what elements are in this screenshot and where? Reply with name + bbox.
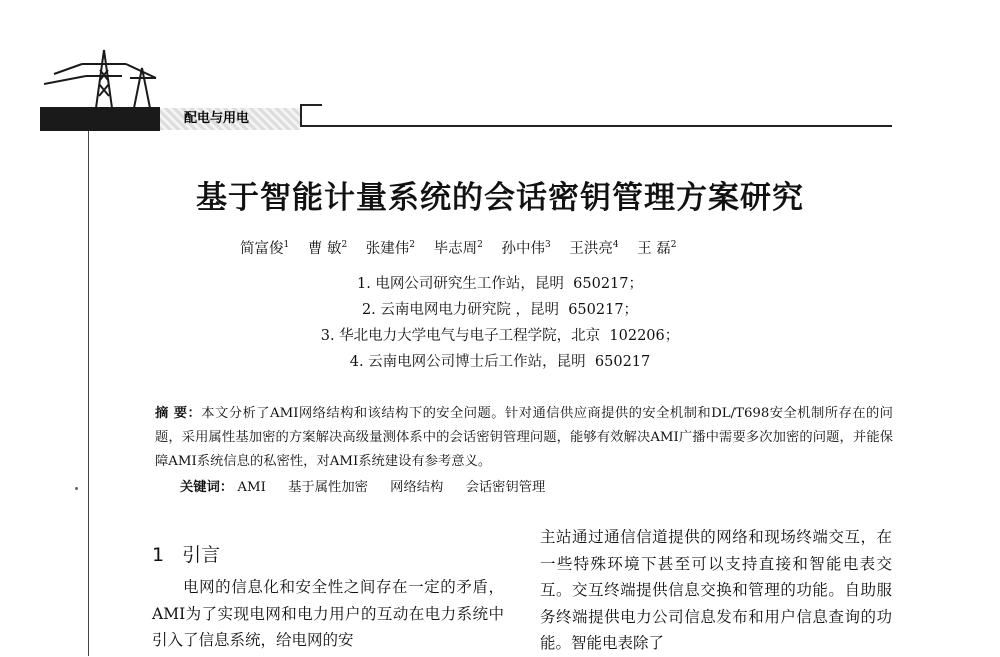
- affiliation: 2. 云南电网电力研究院 ，昆明 650217；: [361, 302, 639, 318]
- author: 孙中伟$^3$: [501, 240, 551, 257]
- keywords: [180, 476, 563, 495]
- margin-dot: [75, 487, 78, 490]
- affiliation: 1. 电网公司研究生工作站，昆明 650217；: [356, 276, 643, 292]
- keyword: 基于属性加密: [288, 480, 368, 495]
- abstract: [155, 402, 893, 474]
- author: 张建伟$^2$: [365, 240, 416, 257]
- section-heading: [152, 540, 220, 567]
- paragraph: 电网的信息化和安全性之间存在一定的矛盾，AMI为了实现电网和电力用户的互动在电力系统中引入了信息系统，给电网的安: [152, 578, 504, 649]
- author: 王洪亮$^4$: [569, 240, 619, 257]
- body-column-left: [152, 574, 504, 654]
- section-label: 配电与用电: [160, 108, 300, 130]
- section-title: 引言: [182, 544, 221, 566]
- paper-title: 基于智能计量系统的会话密钥管理方案研究: [196, 180, 804, 216]
- affiliation: 4. 云南电网公司博士后工作站，昆明 650217: [349, 354, 651, 370]
- author-list: [240, 237, 691, 258]
- author: 王 磊$^2$: [637, 240, 677, 257]
- keyword: AMI: [237, 480, 266, 495]
- header-tab-edge: [300, 104, 322, 125]
- paragraph: 主站通过通信信道提供的网络和现场终端交互，在一些特殊环境下甚至可以支持直接和智能电表交互。交互终端提供信息交换和管理的功能。自助服务终端提供电力公司信息发布和用户信息查询的功能。智能电表除了: [540, 528, 892, 652]
- keyword: 网络结构: [390, 480, 444, 495]
- power-tower-icon: [44, 44, 164, 108]
- keywords-label: 关键词：: [180, 480, 234, 495]
- abstract-text: 本文分析了AMI网络结构和该结构下的安全问题。针对通信供应商提供的安全机制和DL/T698安全机制所存在的问题，采用属性基加密的方案解决高级量测体系中的会话密钥管理问题，能够有效解决AMI广播中需要多次加密的问题，并能保障AMI系统信息的私密性，对AMI系统建设有参考意义。: [155, 406, 893, 469]
- affiliation: 3. 华北电力大学电气与电子工程学院，北京 102206；: [320, 328, 680, 344]
- author: 毕志周$^2$: [433, 240, 483, 257]
- abstract-label: 摘 要：: [155, 406, 202, 421]
- author: 简富俊$^1$: [240, 240, 290, 257]
- section-number: 1: [152, 544, 165, 566]
- body-column-right: [540, 524, 892, 657]
- header-rule: [300, 125, 892, 127]
- header-black-bar: [40, 107, 160, 131]
- keyword: 会话密钥管理: [465, 480, 546, 495]
- author: 曹 敏$^2$: [307, 240, 348, 257]
